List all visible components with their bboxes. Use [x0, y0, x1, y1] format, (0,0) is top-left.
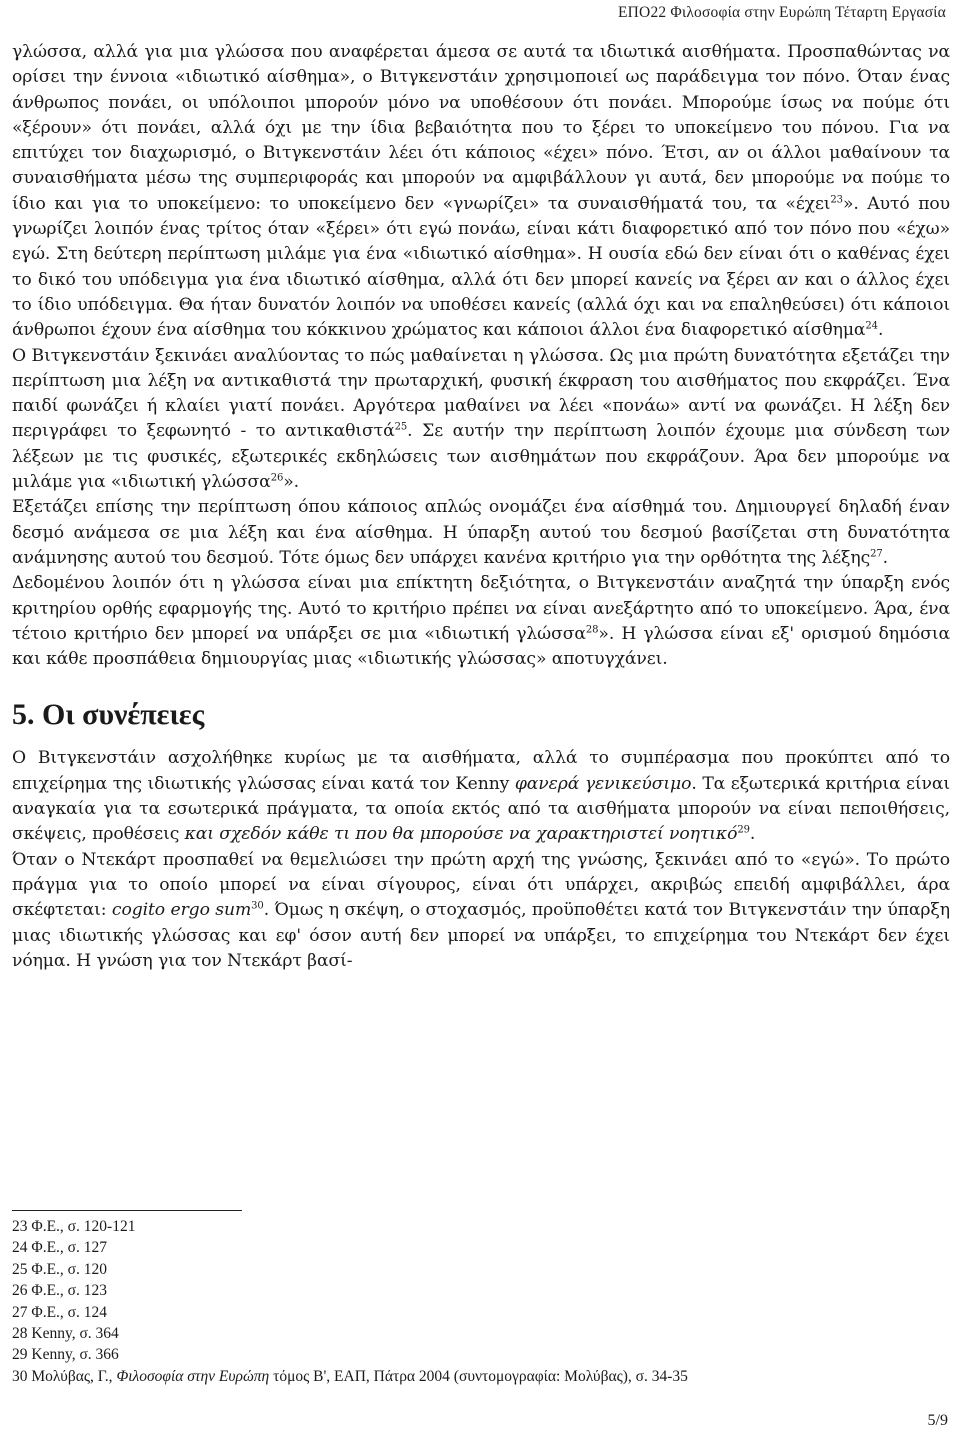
paragraph-text: Εξετάζει επίσης την περίπτωση όπου κάποιος απλώς ονομάζει ένα αίσθημά του. Δημιουργεί δηλαδή έναν δεσμό ανάμεσα σε μια λέξη και ένα αίσθημα. Η ύπαρξη αυτού του δεσμού βασίζεται στη δυνατότητα ανάμνησης αυτού του δεσμού. Τότε όμως δεν υπάρχει κανένα κριτήριο για την ορθότητα της λέξης: [12, 497, 950, 568]
paragraph-text: Δεδομένου λοιπόν ότι η γλώσσα είναι μια επίκτητη δεξιότητα, ο Βιτγκενστάιν αναζητά την ύπαρξη ενός κριτηρίου ορθής εφαρμογής της. Αυτό το κριτήριο πρέπει να είναι ανεξάρτητο από το υποκείμενο. Άρα, ένα τέτοιο κριτήριο δεν μπορεί να υπάρξει σε μια «ιδιωτική γλώσσα: [12, 573, 950, 644]
footnote-text: τόμος Β', ΕΑΠ, Πάτρα 2004 (συντομογραφία: Μολύβας), σ. 34-35: [269, 1367, 688, 1385]
paragraph-naming-feeling: [12, 495, 950, 571]
book-title: Φιλοσοφία στην Ευρώπη: [116, 1367, 270, 1385]
footnote-separator: [12, 1210, 242, 1211]
footnote-24: 24 Φ.Ε., σ. 127: [12, 1239, 108, 1257]
footnote-30: [12, 1366, 942, 1387]
footnote-29: 29 Kenny, σ. 366: [12, 1346, 119, 1364]
document-body: [12, 40, 950, 974]
footnote-28: 28 Kenny, σ. 364: [12, 1325, 119, 1343]
italic-quote: και σχεδόν κάθε τι που θα μπορούσε να χαρακτηριστεί νοητικό: [184, 824, 738, 845]
footnote-27: 27 Φ.Ε., σ. 124: [12, 1303, 108, 1321]
paragraph-criterion: [12, 571, 950, 672]
page-number: 5/9: [927, 1412, 948, 1429]
footnote-text: 30 Μολύβας, Γ.,: [12, 1367, 117, 1385]
paragraph-text: Όταν ο Ντεκάρτ προσπαθεί να θεμελιώσει την πρώτη αρχή της γνώσης, ξεκινάει από το «εγώ». Το πρώτο πράγμα για το οποίο μπορεί να είναι σίγουρος, είναι ότι υπάρχει, ακριβώς επειδή αμφιβάλλει, άρα σκέφτεται:: [12, 849, 950, 921]
paragraph-text: . Τα εξωτερικά κριτήρια είναι αναγκαία για τα εσωτερικά πράγματα, τα οποία εκτός από τα αισθήματα μπορούν να είναι πεποιθήσεις, σκέψεις, προθέσεις: [12, 773, 950, 845]
paragraph-text: ». Αυτό που γνωρίζει λοιπόν ένας τρίτος όταν «ξέρει» ότι εγώ πονάω, είναι κάτι διαφορετικό από τον πόνο που «έχω» εγώ. Στη δεύτερη περίπτωση μιλάμε για ένα «ιδιωτικό αίσθημα». Η ουσία εδώ δεν είναι ότι ο καθένας έχει το δικό του υπόδειγμα για ένα ιδιωτικό αίσθημα, αλλά ότι δεν μπορεί κανείς να ξέρει αν και ο άλλος έχει το ίδιο υπόδειγμα. Θα ήταν δυνατόν λοιπόν να υποθέσει κανείς (αλλά όχι και να επαληθεύσει) ότι κάποιοι άνθρωποι έχουν ένα αίσθημα του κόκκινου χρώματος και κάποιοι άλλοι ένα διαφορετικό αίσθημα: [12, 193, 950, 341]
footnote-26: 26 Φ.Ε., σ. 123: [12, 1282, 108, 1300]
section-heading: 5. Οι συνέπειες: [12, 698, 205, 732]
latin-phrase: cogito ergo sum: [111, 900, 252, 921]
italic-phrase: φανερά γενικεύσιμο: [514, 773, 692, 794]
paragraph-text: .: [749, 824, 756, 845]
footnote-ref-29[interactable]: 29: [737, 824, 750, 836]
footnote-ref-24[interactable]: 24: [865, 320, 878, 332]
paragraph-text: . Σε αυτήν την περίπτωση λοιπόν έχουμε μια σύνδεση των λέξεων με τις φυσικές, εξωτερικές εκδηλώσεις των αισθημάτων που εκφράζουν. Άρα δεν μπορούμε να μιλάμε για «ιδιωτική γλώσσα: [12, 421, 950, 493]
paragraph-text: . Όμως η σκέψη, ο στοχασμός, προϋποθέτει κατά τον Βιτγκενστάιν την ύπαρξη μιας ιδιωτικής γλώσσας και εφ' όσον αυτή δεν μπορεί να υπάρξει, το επιχείρημα του Ντεκάρτ δεν έχει νόημα. Η γνώση για τον Ντεκάρτ βασί-: [12, 900, 950, 971]
footnote-ref-27[interactable]: 27: [870, 548, 883, 560]
paragraph-text: Ο Βιτγκενστάιν ξεκινάει αναλύοντας το πώς μαθαίνεται η γλώσσα. Ως μια πρώτη δυνατότητα εξετάζει την περίπτωση μια λέξη να αντικαθιστά την πρωταρχική, φυσική έκφραση του αισθήματος που εκφράζει. Ένα παιδί φωνάζει ή κλαίει γιατί πονάει. Αργότερα μαθαίνει να λέει «πονάω» αντί να φωνάζει. Η λέξη δεν περιγράφει το ξεφωνητό - το αντικαθιστά: [12, 345, 950, 442]
paragraph-text: .: [882, 547, 889, 568]
footnote-ref-25[interactable]: 25: [394, 421, 408, 433]
paragraph-text: .: [877, 320, 884, 341]
paragraph-text: ». Η γλώσσα είναι εξ' ορισμού δημόσια και κάθε προσπάθεια δημιουργίας μιας «ιδιωτικής γλώσσας» αποτυγχάνει.: [12, 623, 950, 670]
paragraph-text: Ο Βιτγκενστάιν ασχολήθηκε κυρίως με τα αισθήματα, αλλά το συμπέρασμα που προκύπτει από το επιχείρημα της ιδιωτικής γλώσσας είναι κατά τον Kenny: [12, 748, 950, 794]
paragraph-text: γλώσσα, αλλά για μια γλώσσα που αναφέρεται άμεσα σε αυτά τα ιδιωτικά αισθήματα. Προσπαθώντας να ορίσει την έννοια «ιδιωτικό αίσθημα», ο Βιτγκενστάιν χρησιμοποιεί ως παράδειγμα τον πόνο. Όταν ένας άνθρωπος πονάει, οι υπόλοιποι μπορούν μόνο να υποθέσουν ότι πονάει. Μπορούμε ίσως να πούμε ότι «ξέρουν» ότι πονάει, αλλά όχι με την ίδια βεβαιότητα που το ξέρει το υποκείμενο του πόνου. Για να επιτύχει τον διαχωρισμό, ο Βιτγκενστάιν λέει ότι κάποιος «έχει» πόνο. Έτσι, αν οι άλλοι μαθαίνουν τα συναισθήματα μέσω της συμπεριφοράς και μπορούν να αμφιβάλλουν γι αυτά, δεν μπορούμε να πούμε το ίδιο και για το υποκείμενο: το υποκείμενο δεν «γνωρίζει» τα συναισθήματά του, τα «έχει: [12, 42, 950, 214]
paragraph-language-learning: [12, 344, 950, 496]
paragraph-private-feeling: [12, 40, 950, 344]
paragraph-consequences: [12, 746, 950, 847]
footnote-ref-23[interactable]: 23: [830, 194, 843, 206]
footnote-ref-30[interactable]: 30: [251, 900, 264, 912]
paragraph-text: ».: [283, 472, 300, 493]
footnote-ref-28[interactable]: 28: [585, 624, 599, 636]
running-header: ΕΠΟ22 Φιλοσοφία στην Ευρώπη Τέταρτη Εργασία: [617, 4, 946, 21]
footnote-ref-26[interactable]: 26: [270, 472, 284, 484]
paragraph-descartes: [12, 848, 950, 974]
footnotes: [12, 1216, 942, 1387]
footnote-25: 25 Φ.Ε., σ. 120: [12, 1260, 108, 1278]
footnote-23: 23 Φ.Ε., σ. 120-121: [12, 1218, 136, 1235]
